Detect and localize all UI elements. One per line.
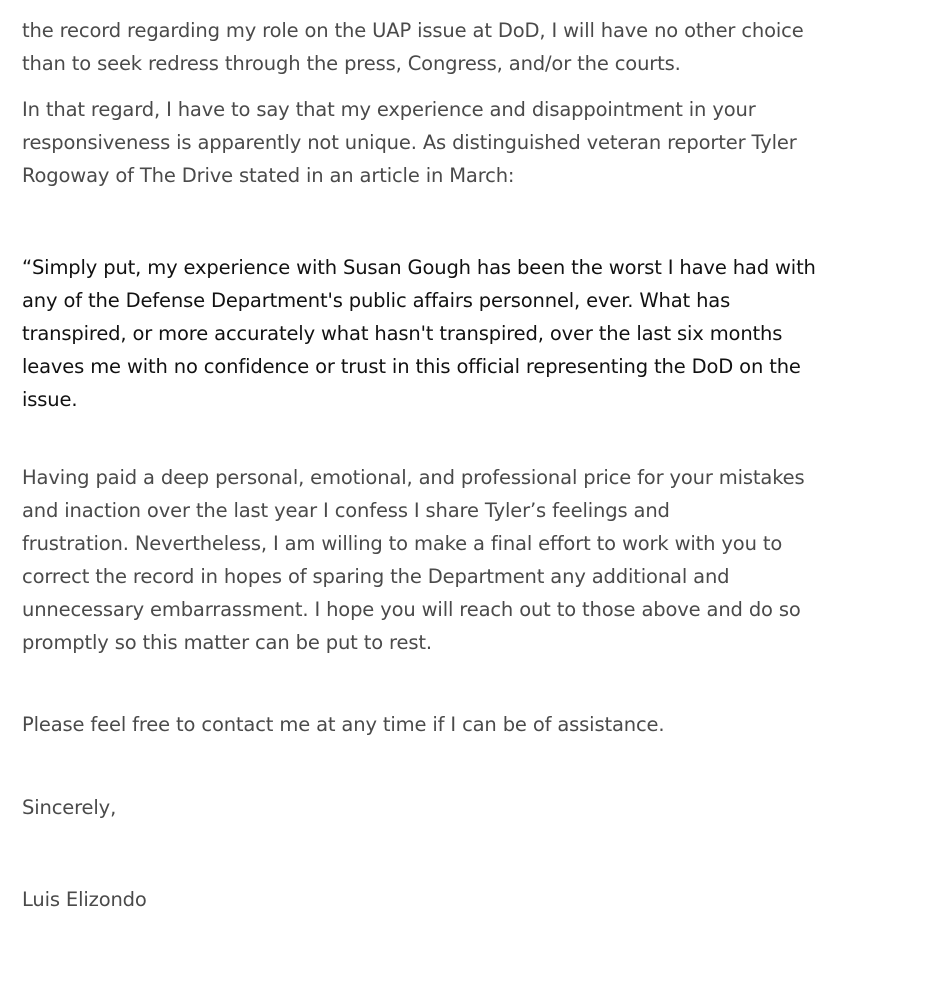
text-line: than to seek redress through the press, Congress, and/or the courts. <box>22 52 681 75</box>
text-line: Please feel free to contact me at any time if I can be of assistance. <box>22 713 665 736</box>
quote-line: transpired, or more accurately what hasn't transpired, over the last six months <box>22 322 783 345</box>
quote-line: issue. <box>22 388 78 411</box>
text-line: promptly so this matter can be put to rest. <box>22 631 432 654</box>
text-line: responsiveness is apparently not unique. As distinguished veteran reporter Tyler <box>22 131 797 154</box>
text-line: frustration. Nevertheless, I am willing to make a final effort to work with you to <box>22 532 783 555</box>
text-line: Having paid a deep personal, emotional, and professional price for your mistakes <box>22 466 805 489</box>
text-line: the record regarding my role on the UAP issue at DoD, I will have no other choice <box>22 19 804 42</box>
quote-line: any of the Defense Department's public affairs personnel, ever. What has <box>22 289 731 312</box>
paragraph-contact <box>22 708 664 741</box>
paragraph-redress <box>22 14 804 80</box>
text-line: and inaction over the last year I confess I share Tyler’s feelings and <box>22 499 670 522</box>
signature-name <box>22 883 147 916</box>
text-line: In that regard, I have to say that my experience and disappointment in your <box>22 98 756 121</box>
closing-text: Sincerely, <box>22 796 117 819</box>
paragraph-final-effort <box>22 461 805 659</box>
text-line: correct the record in hopes of sparing the Department any additional and <box>22 565 730 588</box>
signature-text: Luis Elizondo <box>22 888 147 911</box>
paragraph-responsiveness <box>22 93 797 192</box>
text-line: unnecessary embarrassment. I hope you will reach out to those above and do so <box>22 598 801 621</box>
quoted-article-excerpt <box>22 251 816 416</box>
quote-line: leaves me with no confidence or trust in this official representing the DoD on the <box>22 355 801 378</box>
closing-salutation <box>22 791 116 824</box>
text-line: Rogoway of The Drive stated in an article in March: <box>22 164 515 187</box>
quote-line: “Simply put, my experience with Susan Gough has been the worst I have had with <box>22 256 816 279</box>
